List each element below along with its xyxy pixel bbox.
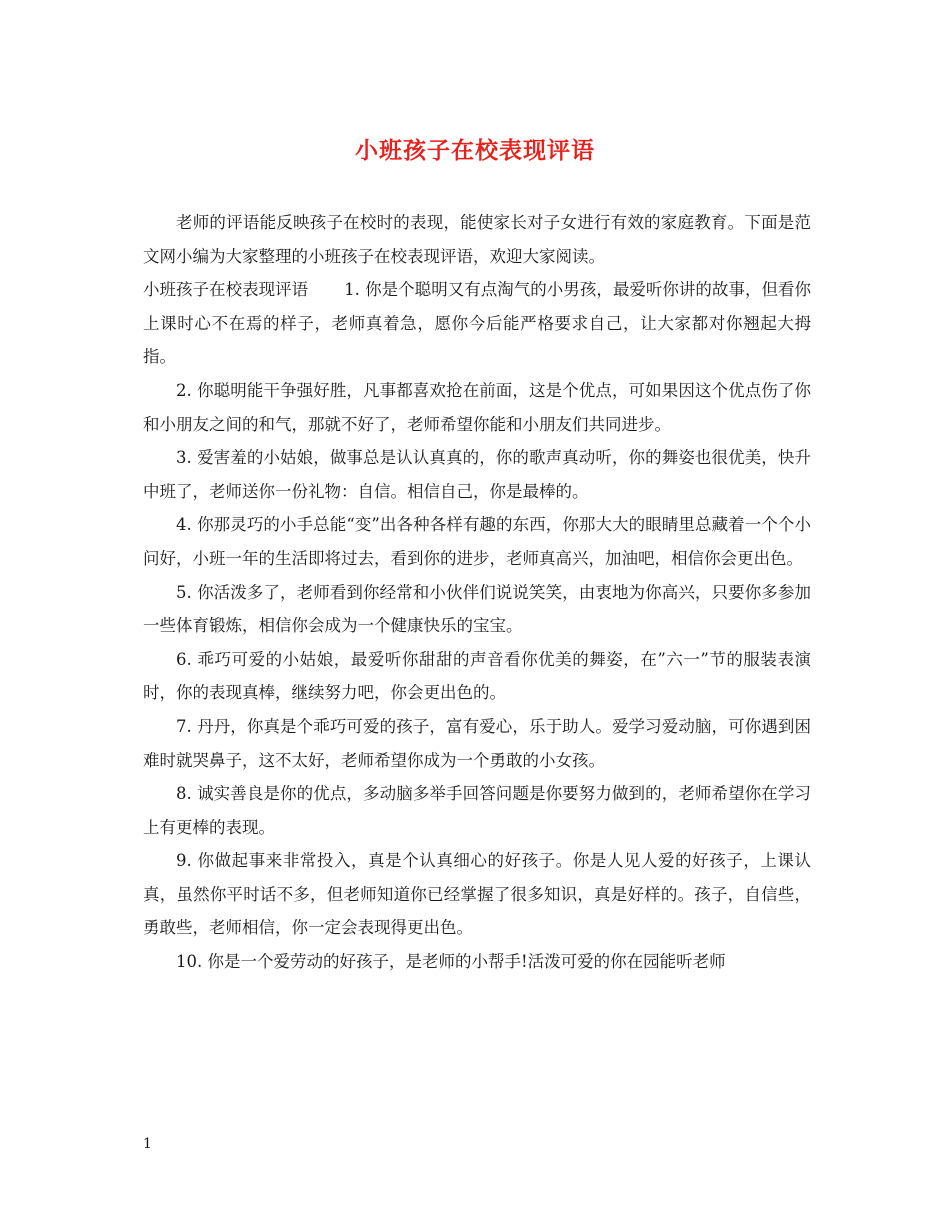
comment-item-2: 2. 你聪明能干争强好胜，凡事都喜欢抢在前面，这是个优点，可如果因这个优点伤了你和小朋友之间的和气，那就不好了，老师希望你能和小朋友们共同进步。 xyxy=(143,380,811,434)
comment-item-8: 8. 诚实善良是你的优点，多动脑多举手回答问题是你要努力做到的，老师希望你在学习上有更棒的表现。 xyxy=(143,784,811,837)
comment-item-3: 3. 爱害羞的小姑娘，做事总是认认真真的，你的歌声真动听，你的舞姿也很优美，快升中班了，老师送你一份礼物：自信。相信自己，你是最棒的。 xyxy=(143,448,811,501)
comment-item-4: 4. 你那灵巧的小手总能“变”出各种各样有趣的东西，你那大大的眼睛里总藏着一个个小问好，小班一年的生活即将过去，看到你的进步，老师真高兴，加油吧，相信你会更出色。 xyxy=(143,515,811,568)
page-number: 1 xyxy=(143,1136,152,1152)
comment-item-9: 9. 你做起事来非常投入，真是个认真细心的好孩子。你是人见人爱的好孩子，上课认真，虽然你平时话不多，但老师知道你已经掌握了很多知识，真是好样的。孩子，自信些，勇敢些，老师相信，你一定会表现得更出色。 xyxy=(143,851,811,938)
document-body xyxy=(143,206,811,979)
first-comment-paragraph xyxy=(143,273,811,374)
comment-item-10: 10. 你是一个爱劳动的好孩子，是老师的小帮手!活泼可爱的你在园能听老师 xyxy=(176,952,726,972)
comment-item-1: 1. 你是个聪明又有点淘气的小男孩，最爱听你讲的故事，但看你上课时心不在焉的样子，老师真着急，愿你今后能严格要求自己，让大家都对你翘起大拇指。 xyxy=(143,280,811,367)
section-heading: 小班孩子在校表现评语 xyxy=(143,280,309,300)
comment-item-7: 7. 丹丹，你真是个乖巧可爱的孩子，富有爱心，乐于助人。爱学习爱动脑，可你遇到困难时就哭鼻子，这不太好，老师希望你成为一个勇敢的小女孩。 xyxy=(143,716,811,770)
document-title: 小班孩子在校表现评语 xyxy=(355,137,595,164)
comment-item-6: 6. 乖巧可爱的小姑娘，最爱听你甜甜的声音看你优美的舞姿，在”六一”节的服装表演时，你的表现真棒，继续努力吧，你会更出色的。 xyxy=(143,649,811,703)
intro-paragraph: 老师的评语能反映孩子在校时的表现，能使家长对子女进行有效的家庭教育。下面是范文网小编为大家整理的小班孩子在校表现评语，欢迎大家阅读。 xyxy=(143,213,811,266)
comment-item-5: 5. 你活泼多了，老师看到你经常和小伙伴们说说笑笑，由衷地为你高兴，只要你多参加一些体育锻炼，相信你会成为一个健康快乐的宝宝。 xyxy=(143,582,811,636)
